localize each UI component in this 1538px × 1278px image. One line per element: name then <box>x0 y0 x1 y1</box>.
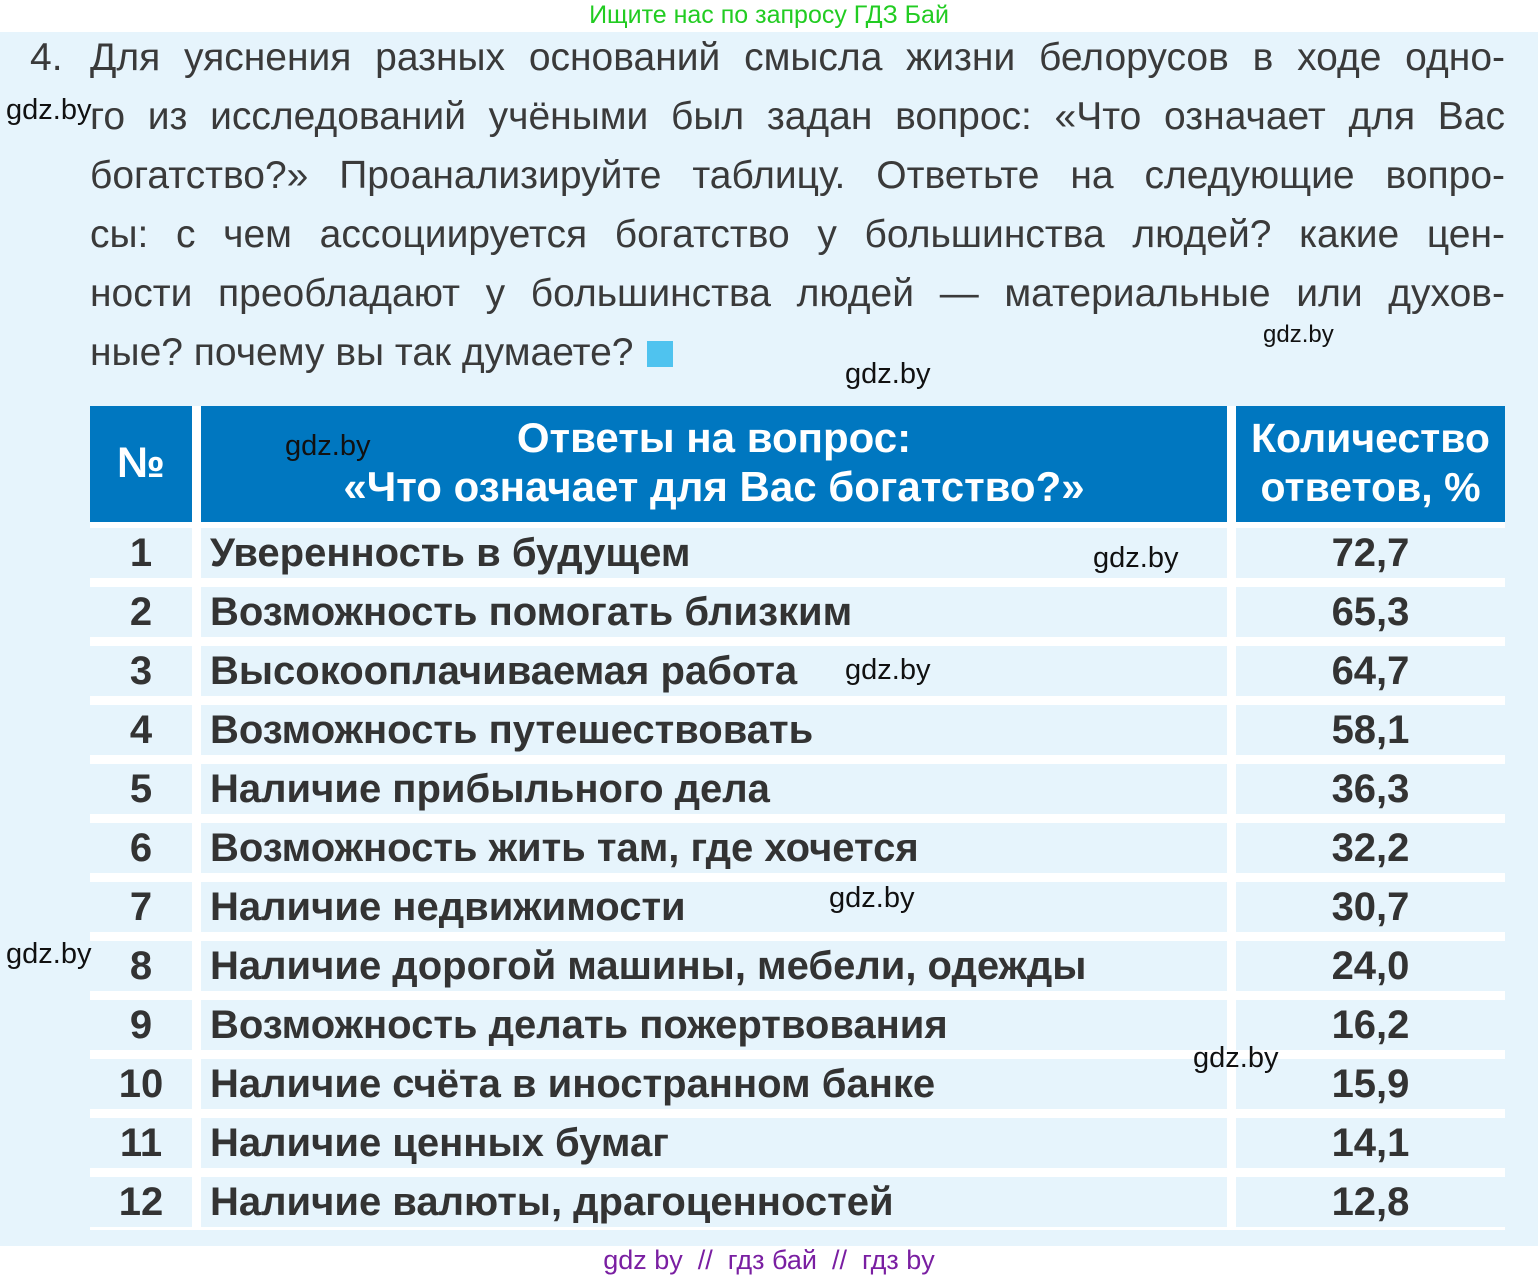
row-percent: 65,3 <box>1236 587 1505 637</box>
header-count-line1: Количество <box>1251 415 1490 461</box>
row-number: 11 <box>90 1118 192 1168</box>
table-row <box>90 646 1505 696</box>
row-percent: 15,9 <box>1236 1059 1505 1109</box>
task-text-line: Для уяснения разных оснований смысла жизни белорусов в ходе одно- <box>90 36 1505 79</box>
task-text-line: ные? почему вы так думаете? <box>90 331 634 374</box>
table-header-row <box>90 406 1505 522</box>
row-answer: Возможность путешествовать <box>201 705 1227 755</box>
watermark: gdz.by <box>845 654 931 686</box>
table-row <box>90 587 1505 637</box>
row-number: 12 <box>90 1177 192 1227</box>
row-number: 8 <box>90 941 192 991</box>
row-answer: Возможность помогать близким <box>201 587 1227 637</box>
table-row <box>90 1000 1505 1050</box>
task-text-line: ности преобладают у большинства людей — материальные или духов- <box>90 272 1505 315</box>
row-answer: Наличие недвижимости <box>201 882 1227 932</box>
table-row <box>90 705 1505 755</box>
watermark: gdz.by <box>845 358 931 390</box>
row-answer: Наличие ценных бумаг <box>201 1118 1227 1168</box>
watermark: gdz.by <box>6 94 92 126</box>
row-number: 5 <box>90 764 192 814</box>
wealth-answers-table <box>90 406 1505 1230</box>
end-of-task-marker-icon <box>647 341 673 367</box>
row-answer: Наличие прибыльного дела <box>201 764 1227 814</box>
header-number-label: № <box>117 439 165 487</box>
row-answer: Возможность делать пожертвования <box>201 1000 1227 1050</box>
header-answer-line2: «Что означает для Вас богатство?» <box>343 463 1085 510</box>
watermark: gdz.by <box>6 938 92 970</box>
row-percent: 64,7 <box>1236 646 1505 696</box>
watermark: gdz.by <box>829 882 915 914</box>
header-count-line2: ответов, % <box>1260 464 1481 510</box>
row-percent: 58,1 <box>1236 705 1505 755</box>
watermark: gdz.by <box>285 430 371 462</box>
row-number: 6 <box>90 823 192 873</box>
row-answer: Возможность жить там, где хочется <box>201 823 1227 873</box>
table-row <box>90 1118 1505 1168</box>
table-row <box>90 1177 1505 1227</box>
row-number: 1 <box>90 528 192 578</box>
task-text-line: сы: с чем ассоциируется богатство у большинства людей? какие цен- <box>90 213 1505 256</box>
task-text-line: богатство?» Проанализируйте таблицу. Ответьте на следующие вопро- <box>90 154 1505 197</box>
row-percent: 14,1 <box>1236 1118 1505 1168</box>
row-percent: 24,0 <box>1236 941 1505 991</box>
watermark: gdz.by <box>1093 542 1179 574</box>
row-answer: Наличие счёта в иностранном банке <box>201 1059 1227 1109</box>
watermark: gdz.by <box>1193 1042 1279 1074</box>
row-answer: Наличие валюты, драгоценностей <box>201 1177 1227 1227</box>
watermark: gdz.by <box>1263 321 1334 348</box>
row-number: 9 <box>90 1000 192 1050</box>
task-number: 4. <box>30 36 63 79</box>
row-percent: 12,8 <box>1236 1177 1505 1227</box>
row-number: 3 <box>90 646 192 696</box>
header-count-cell <box>1236 406 1505 522</box>
table-row <box>90 528 1505 578</box>
table-row <box>90 764 1505 814</box>
row-answer: Наличие дорогой машины, мебели, одежды <box>201 941 1227 991</box>
table-row <box>90 882 1505 932</box>
row-answer: Высокооплачиваемая работа <box>201 646 1227 696</box>
footer-watermark: gdz by // гдз бай // гдз by <box>603 1245 935 1275</box>
header-number-cell <box>90 406 192 522</box>
task-text-line: го из исследований учёными был задан вопрос: «Что означает для Вас <box>90 95 1505 138</box>
header-answer-cell <box>201 406 1227 522</box>
row-percent: 16,2 <box>1236 1000 1505 1050</box>
row-number: 10 <box>90 1059 192 1109</box>
row-percent: 30,7 <box>1236 882 1505 932</box>
table-row <box>90 823 1505 873</box>
header-answer-line1: Ответы на вопрос: <box>516 414 912 461</box>
row-percent: 32,2 <box>1236 823 1505 873</box>
row-number: 2 <box>90 587 192 637</box>
row-number: 4 <box>90 705 192 755</box>
top-banner: Ищите нас по запросу ГДЗ Бай <box>589 1 949 29</box>
row-percent: 36,3 <box>1236 764 1505 814</box>
table-row <box>90 941 1505 991</box>
table-row <box>90 1059 1505 1109</box>
row-number: 7 <box>90 882 192 932</box>
row-percent: 72,7 <box>1236 528 1505 578</box>
row-answer: Уверенность в будущем <box>201 528 1227 578</box>
